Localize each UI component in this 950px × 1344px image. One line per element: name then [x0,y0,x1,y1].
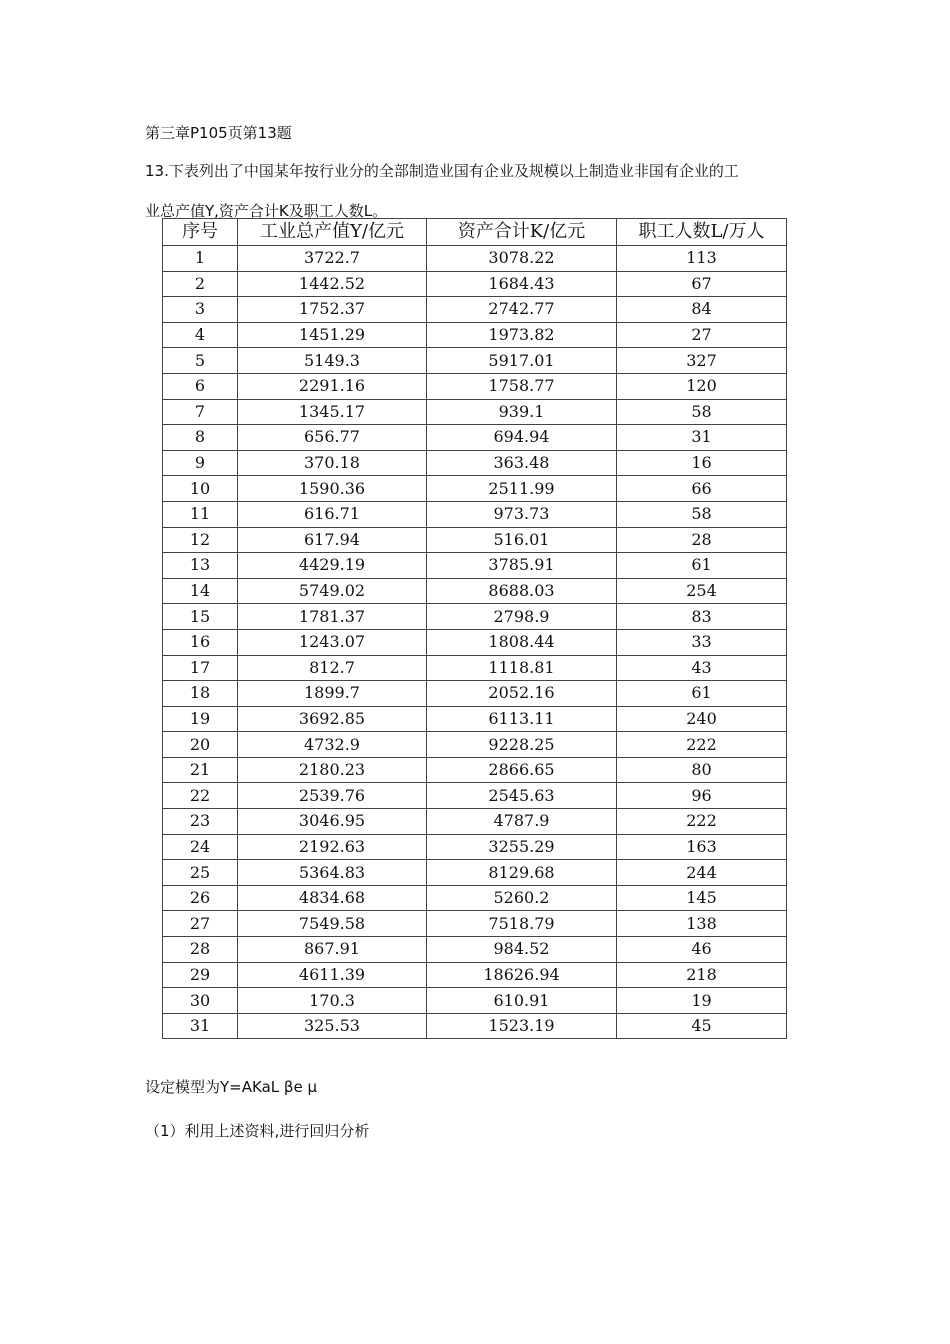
table-row [163,1013,787,1039]
cell-index: 29 [163,962,238,988]
problem-intro-line-2: 业总产值Y,资产合计K及职工人数L。 [145,202,388,220]
cell-assets-k: 8129.68 [427,860,617,886]
cell-assets-k: 3785.91 [427,553,617,579]
cell-assets-k: 2866.65 [427,757,617,783]
cell-output-y: 1451.29 [238,322,427,348]
cell-assets-k: 363.48 [427,450,617,476]
table-row [163,501,787,527]
cell-output-y: 7549.58 [238,911,427,937]
cell-output-y: 867.91 [238,937,427,963]
cell-index: 15 [163,604,238,630]
table-row [163,553,787,579]
cell-index: 21 [163,757,238,783]
cell-assets-k: 1523.19 [427,1013,617,1039]
table-row [163,246,787,272]
cell-assets-k: 2052.16 [427,681,617,707]
table-row [163,578,787,604]
cell-index: 5 [163,348,238,374]
table-row [163,911,787,937]
table-row [163,373,787,399]
cell-output-y: 616.71 [238,501,427,527]
cell-output-y: 812.7 [238,655,427,681]
cell-workers-l: 218 [617,962,787,988]
cell-workers-l: 83 [617,604,787,630]
cell-workers-l: 254 [617,578,787,604]
table-header-row [163,219,787,246]
cell-assets-k: 516.01 [427,527,617,553]
cell-index: 17 [163,655,238,681]
cell-output-y: 1752.37 [238,297,427,323]
cell-output-y: 2539.76 [238,783,427,809]
cell-workers-l: 19 [617,988,787,1014]
cell-output-y: 4611.39 [238,962,427,988]
cell-output-y: 5149.3 [238,348,427,374]
table-row [163,988,787,1014]
cell-workers-l: 163 [617,834,787,860]
table-row [163,527,787,553]
cell-output-y: 370.18 [238,450,427,476]
table-row [163,834,787,860]
cell-index: 7 [163,399,238,425]
cell-index: 8 [163,425,238,451]
cell-output-y: 1243.07 [238,629,427,655]
data-table [162,218,787,1039]
cell-assets-k: 1808.44 [427,629,617,655]
table-row [163,937,787,963]
cell-workers-l: 145 [617,885,787,911]
cell-index: 11 [163,501,238,527]
cell-index: 19 [163,706,238,732]
cell-index: 1 [163,246,238,272]
cell-assets-k: 1684.43 [427,271,617,297]
cell-output-y: 617.94 [238,527,427,553]
cell-assets-k: 7518.79 [427,911,617,937]
cell-output-y: 1899.7 [238,681,427,707]
cell-assets-k: 694.94 [427,425,617,451]
cell-output-y: 5364.83 [238,860,427,886]
cell-workers-l: 33 [617,629,787,655]
cell-output-y: 1442.52 [238,271,427,297]
cell-index: 20 [163,732,238,758]
table-row [163,425,787,451]
cell-index: 23 [163,809,238,835]
header-assets-k: 资产合计K/亿元 [427,219,617,246]
cell-assets-k: 6113.11 [427,706,617,732]
cell-workers-l: 28 [617,527,787,553]
table-row [163,706,787,732]
cell-output-y: 656.77 [238,425,427,451]
cell-workers-l: 43 [617,655,787,681]
cell-assets-k: 1118.81 [427,655,617,681]
cell-assets-k: 984.52 [427,937,617,963]
table-row [163,348,787,374]
cell-workers-l: 45 [617,1013,787,1039]
cell-output-y: 325.53 [238,1013,427,1039]
cell-workers-l: 58 [617,399,787,425]
table-row [163,783,787,809]
cell-workers-l: 138 [617,911,787,937]
problem-intro-line-1: 13.下表列出了中国某年按行业分的全部制造业国有企业及规模以上制造业非国有企业的工 [145,162,739,180]
table-row [163,322,787,348]
cell-output-y: 1781.37 [238,604,427,630]
cell-assets-k: 2545.63 [427,783,617,809]
cell-index: 14 [163,578,238,604]
header-workers-l: 职工人数L/万人 [617,219,787,246]
cell-index: 24 [163,834,238,860]
model-spec: 设定模型为Y=AKaL βe μ [145,1078,317,1096]
cell-output-y: 2180.23 [238,757,427,783]
cell-workers-l: 222 [617,809,787,835]
cell-assets-k: 18626.94 [427,962,617,988]
cell-workers-l: 84 [617,297,787,323]
cell-assets-k: 9228.25 [427,732,617,758]
cell-workers-l: 96 [617,783,787,809]
table-row [163,757,787,783]
header-index: 序号 [163,219,238,246]
cell-output-y: 1345.17 [238,399,427,425]
cell-assets-k: 3078.22 [427,246,617,272]
cell-index: 6 [163,373,238,399]
cell-assets-k: 973.73 [427,501,617,527]
cell-assets-k: 1758.77 [427,373,617,399]
table-row [163,271,787,297]
cell-workers-l: 58 [617,501,787,527]
cell-output-y: 3722.7 [238,246,427,272]
table-row [163,476,787,502]
cell-index: 28 [163,937,238,963]
cell-index: 12 [163,527,238,553]
cell-assets-k: 2742.77 [427,297,617,323]
table-row [163,681,787,707]
cell-assets-k: 8688.03 [427,578,617,604]
cell-index: 25 [163,860,238,886]
table-row [163,732,787,758]
cell-index: 30 [163,988,238,1014]
cell-output-y: 4732.9 [238,732,427,758]
cell-workers-l: 67 [617,271,787,297]
cell-index: 9 [163,450,238,476]
cell-assets-k: 4787.9 [427,809,617,835]
table-row [163,604,787,630]
cell-index: 18 [163,681,238,707]
cell-workers-l: 120 [617,373,787,399]
table-row [163,399,787,425]
cell-output-y: 4834.68 [238,885,427,911]
cell-assets-k: 5260.2 [427,885,617,911]
cell-output-y: 170.3 [238,988,427,1014]
cell-workers-l: 31 [617,425,787,451]
table-row [163,655,787,681]
cell-index: 4 [163,322,238,348]
cell-output-y: 3046.95 [238,809,427,835]
question-1: （1）利用上述资料,进行回归分析 [145,1122,370,1140]
cell-index: 10 [163,476,238,502]
cell-output-y: 2192.63 [238,834,427,860]
cell-output-y: 2291.16 [238,373,427,399]
cell-index: 27 [163,911,238,937]
cell-assets-k: 1973.82 [427,322,617,348]
cell-assets-k: 2511.99 [427,476,617,502]
cell-index: 16 [163,629,238,655]
cell-output-y: 5749.02 [238,578,427,604]
cell-output-y: 1590.36 [238,476,427,502]
header-output-y: 工业总产值Y/亿元 [238,219,427,246]
table-row [163,809,787,835]
table-row [163,629,787,655]
cell-workers-l: 327 [617,348,787,374]
cell-index: 13 [163,553,238,579]
cell-workers-l: 244 [617,860,787,886]
table-row [163,860,787,886]
cell-assets-k: 939.1 [427,399,617,425]
cell-workers-l: 61 [617,681,787,707]
cell-assets-k: 3255.29 [427,834,617,860]
cell-assets-k: 5917.01 [427,348,617,374]
cell-workers-l: 16 [617,450,787,476]
cell-output-y: 4429.19 [238,553,427,579]
cell-workers-l: 46 [617,937,787,963]
cell-workers-l: 222 [617,732,787,758]
cell-index: 2 [163,271,238,297]
cell-index: 31 [163,1013,238,1039]
cell-index: 3 [163,297,238,323]
cell-workers-l: 66 [617,476,787,502]
cell-workers-l: 240 [617,706,787,732]
table-row [163,962,787,988]
table-row [163,450,787,476]
cell-index: 26 [163,885,238,911]
chapter-heading: 第三章P105页第13题 [145,124,292,142]
cell-workers-l: 61 [617,553,787,579]
cell-output-y: 3692.85 [238,706,427,732]
table-row [163,885,787,911]
cell-workers-l: 80 [617,757,787,783]
cell-workers-l: 27 [617,322,787,348]
cell-workers-l: 113 [617,246,787,272]
table-body [163,246,787,1039]
cell-assets-k: 2798.9 [427,604,617,630]
table-row [163,297,787,323]
cell-index: 22 [163,783,238,809]
cell-assets-k: 610.91 [427,988,617,1014]
